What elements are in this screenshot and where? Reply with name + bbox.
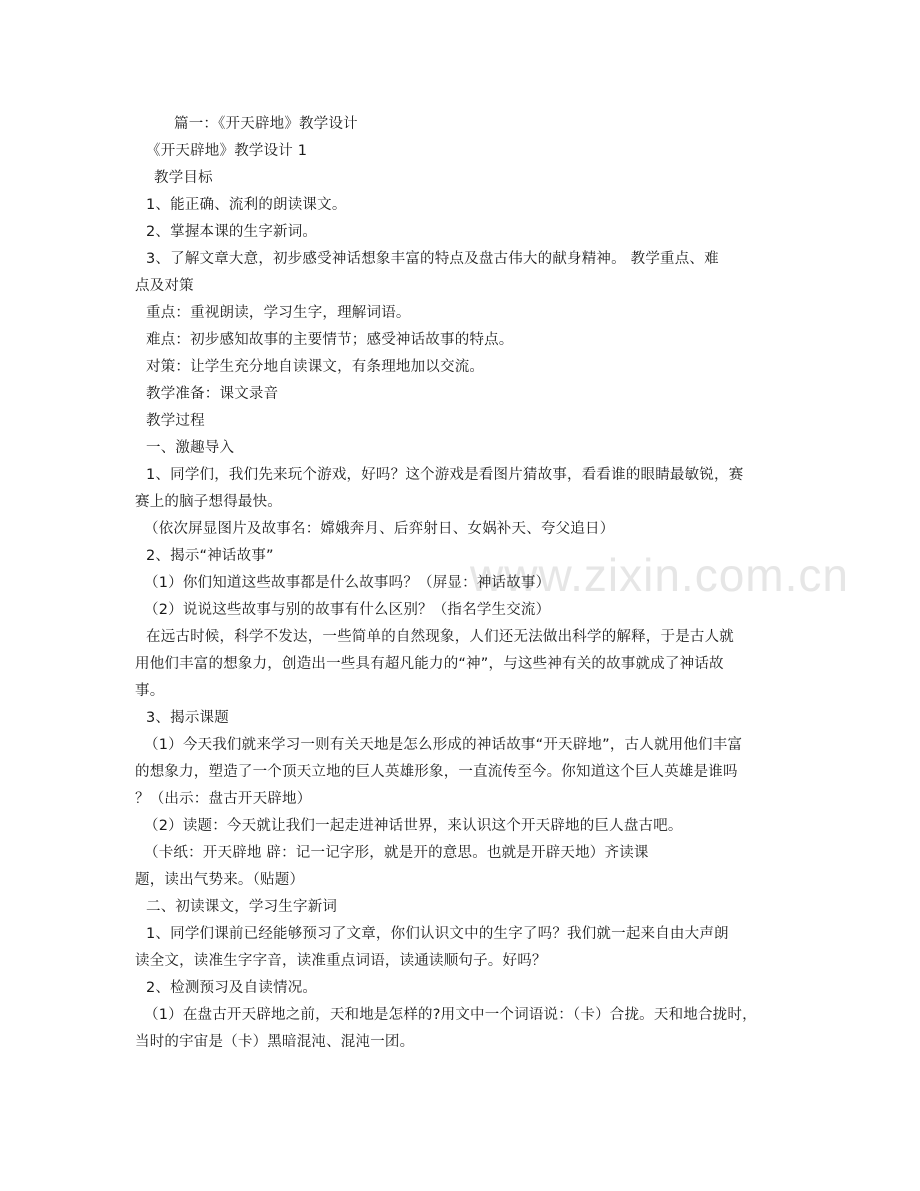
text-line: 1、同学们，我们先来玩个游戏，好吗？这个游戏是看图片猜故事，看看谁的眼睛最敏锐，赛	[146, 467, 744, 483]
text-line: 赛上的脑子想得最快。	[135, 494, 282, 510]
text-line: 2、检测预习及自读情况。	[146, 980, 318, 996]
doc-subtitle: 《开天辟地》教学设计 1	[146, 143, 308, 159]
text-line: 1、能正确、流利的朗读课文。	[146, 197, 347, 213]
section-heading: 教学过程	[146, 413, 205, 429]
text-line: 2、揭示“神话故事”	[146, 548, 274, 564]
text-line: 事。	[135, 683, 165, 699]
text-line: 在远古时候，科学不发达，一些简单的自然现象，人们还无法做出科学的解释，于是古人就	[146, 629, 734, 645]
text-line: 当时的宇宙是（卡）黑暗混沌、混沌一团。	[135, 1034, 415, 1050]
doc-title: 篇一：《开天辟地》教学设计	[174, 116, 358, 132]
text-line: ？（出示：盘古开天辟地）	[135, 791, 312, 807]
text-line: 重点：重视朗读，学习生字，理解词语。	[146, 305, 411, 321]
text-line: （卡纸：开天辟地 辟：记一记字形，就是开的意思。也就是开辟天地）齐读课	[144, 845, 649, 861]
section-heading: 二、初读课文，学习生字新词	[146, 899, 338, 915]
text-line: （1）今天我们就来学习一则有关天地是怎么形成的神话故事“开天辟地”，古人就用他们丰富	[144, 737, 743, 753]
text-line: 题，读出气势来。（贴题）	[135, 872, 305, 888]
text-line: 读全文，读准生字字音，读准重点词语，读通读顺句子。好吗？	[135, 953, 547, 969]
text-line: 用他们丰富的想象力，创造出一些具有超凡能力的“神”，与这些神有关的故事就成了神话故	[135, 656, 724, 672]
section-heading: 一、激趣导入	[146, 440, 235, 456]
section-heading: 3、揭示课题	[146, 710, 229, 726]
text-line: （2）读题：今天就让我们一起走进神话世界，来认识这个开天辟地的巨人盘古吧。	[144, 818, 683, 834]
text-line: （依次屏显图片及故事名：嫦娥奔月、后弈射日、女娲补天、夸父追日）	[144, 521, 615, 537]
section-heading: 教学目标	[154, 170, 213, 186]
text-line: （1）在盘古开天辟地之前，天和地是怎样的?用文中一个词语说：（卡）合拢。天和地合拢时，	[144, 1007, 757, 1023]
text-line: 的想象力，塑造了一个顶天立地的巨人英雄形象，一直流传至今。你知道这个巨人英雄是谁吗	[135, 764, 738, 780]
text-line: 对策：让学生充分地自读课文，有条理地加以交流。	[146, 359, 485, 375]
text-line: 教学准备：课文录音	[146, 386, 279, 402]
text-line: 3、了解文章大意，初步感受神话想象丰富的特点及盘古伟大的献身精神。 教学重点、难	[146, 251, 719, 267]
text-line: （1）你们知道这些故事都是什么故事吗？（屏显：神话故事）	[144, 575, 551, 591]
text-line: （2）说说这些故事与别的故事有什么区别？（指名学生交流）	[144, 602, 551, 618]
watermark: www.zixin.com.cn	[470, 549, 849, 601]
text-line: 难点：初步感知故事的主要情节；感受神话故事的特点。	[146, 332, 514, 348]
text-line: 点及对策	[135, 278, 194, 294]
text-line: 2、掌握本课的生字新词。	[146, 224, 318, 240]
text-line: 1、同学们课前已经能够预习了文章，你们认识文中的生字了吗？我们就一起来自由大声朗	[146, 926, 729, 942]
